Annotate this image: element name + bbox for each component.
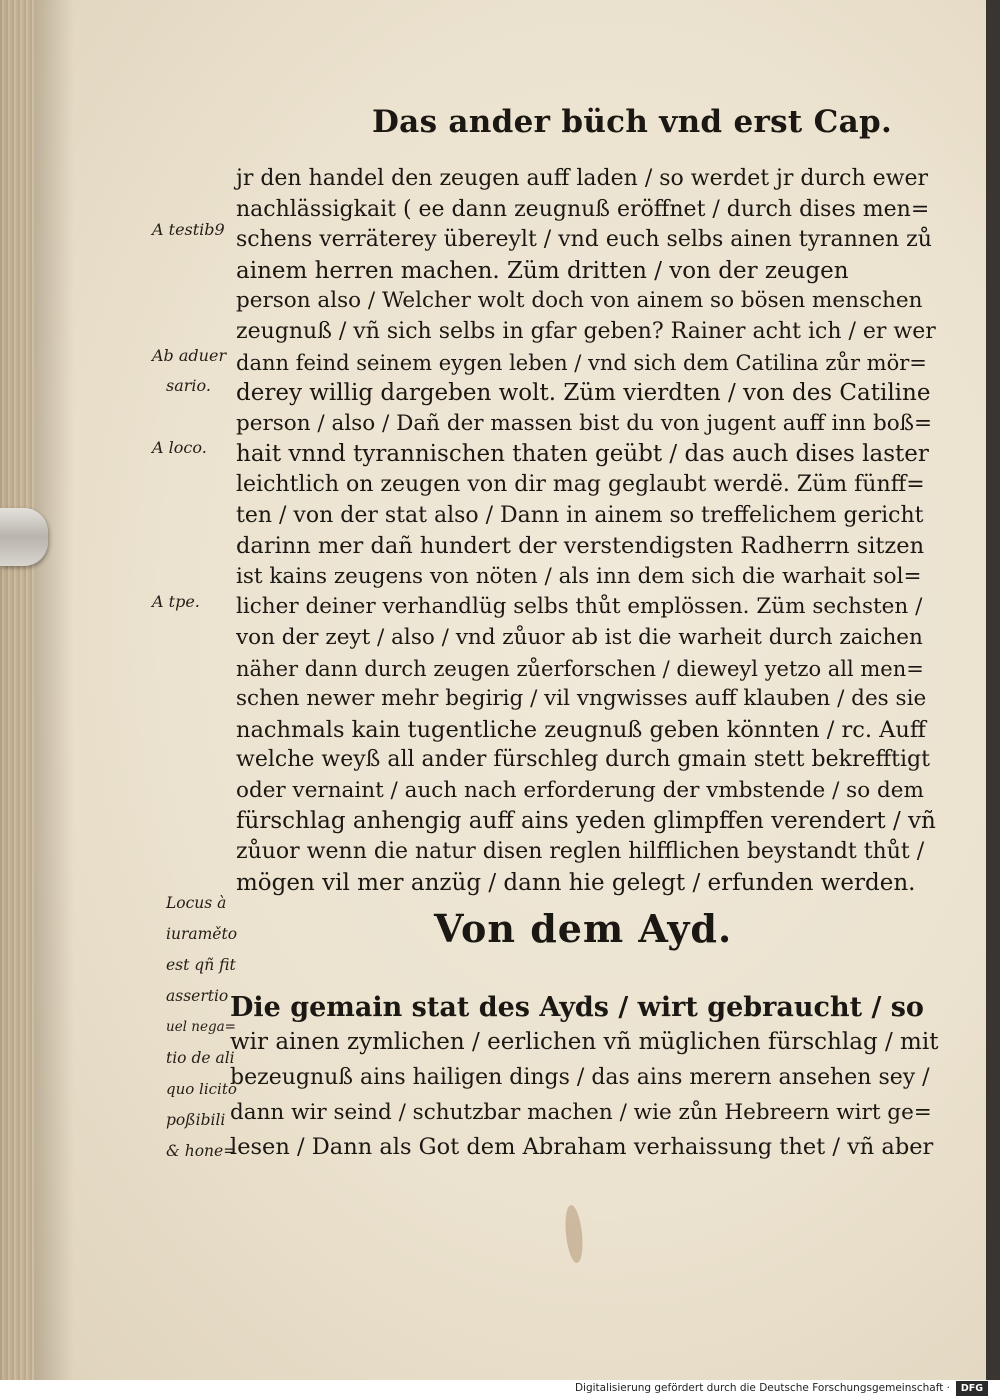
text-line: dann wir seind / schutzbar machen / wie zůn Hebreern wirt ge=	[230, 1100, 932, 1125]
margin-gloss	[166, 888, 236, 1167]
gloss-line: & hone=	[166, 1142, 237, 1160]
text-line: jr den handel den zeugen auff laden / so werdet jr durch ewer	[236, 166, 929, 191]
text-line: person also / Welcher wolt doch von ainem so bösen menschen	[236, 288, 923, 314]
section-text	[230, 990, 940, 1165]
margin-note-tempore: A tpe.	[152, 592, 200, 611]
margin-note-adversario: Ab aduer	[152, 346, 227, 365]
gloss-line: tio de ali	[166, 1049, 235, 1067]
section-heading: Von dem Ayd.	[434, 906, 733, 951]
text-line: hait vnnd tyrannischen thaten geübt / das auch dises laster	[236, 441, 929, 468]
text-line: wir ainen zymlichen / eerlichen vñ müglichen fürschlag / mit	[230, 1029, 939, 1055]
gloss-line: iuraměto	[166, 925, 238, 943]
text-line: oder vernaint / auch nach erforderung der vmbstende / so dem	[236, 777, 924, 803]
body-text	[236, 164, 936, 898]
margin-note-loco: A loco.	[152, 438, 207, 457]
right-scan-edge	[986, 0, 1000, 1380]
text-line: bezeugnuß ains hailigen dings / das ains merern ansehen sey /	[230, 1065, 930, 1090]
gloss-line: poßibili	[166, 1111, 226, 1129]
gloss-line: est qñ fit	[166, 956, 236, 974]
text-line: mögen vil mer anzüg / dann hie gelegt / erfunden werden.	[236, 869, 916, 896]
text-line: nachmals kain tugentliche zeugnuß geben könnten / rc. Auff	[236, 716, 926, 743]
margin-note-testibus: A testib9	[152, 220, 225, 239]
text-line: näher dann durch zeugen zůerforschen / dieweyl yetzo all men=	[236, 656, 924, 681]
text-line: ainem herren machen. Züm dritten / von der zeugen	[236, 257, 849, 284]
text-line: von der zeyt / also / vnd zůuor ab ist die warheit durch zaichen	[236, 624, 923, 650]
gloss-line: Locus à	[166, 894, 227, 912]
gloss-line: assertio	[166, 987, 229, 1005]
page-clip	[0, 508, 48, 566]
text-line: fürschlag anhengig auff ains yeden glimpffen verendert / vñ	[236, 808, 936, 835]
running-head: Das ander büch vnd erst Cap.	[372, 104, 893, 140]
gloss-line: quo licito	[166, 1080, 237, 1098]
text-line: person / also / Dañ der massen bist du von jugent auff inn boß=	[236, 410, 933, 436]
text-line: zeugnuß / vñ sich selbs in gfar geben? Rainer acht ich / er wer	[236, 318, 936, 344]
text-line: lesen / Dann als Got dem Abraham verhaissung thet / vñ aber	[230, 1134, 934, 1160]
page-edge-stack	[0, 0, 34, 1380]
text-line: ist kains zeugens von nöten / als inn dem sich die warhait sol=	[236, 563, 922, 589]
text-line: welche weyß all ander fürschleg durch gmain stett bekrefftigt	[236, 747, 930, 773]
text-line: zůuor wenn die natur disen reglen hilfflichen beystandt thůt /	[236, 839, 925, 865]
dfg-logo: DFG	[956, 1381, 988, 1396]
text-line: ten / von der stat also / Dann in ainem so treffelichem gericht	[236, 502, 924, 528]
footer-credit: Digitalisierung gefördert durch die Deutsche Forschungsgemeinschaft ·	[574, 1382, 950, 1394]
margin-note-adversario-cont: sario.	[166, 376, 211, 395]
text-line: derey willig dargeben wolt. Züm vierdten / von des Catiline	[236, 380, 931, 407]
text-line: leichtlich on zeugen von dir mag geglaubt werdë. Züm fünff=	[236, 471, 925, 497]
text-line: schen newer mehr begirig / vil vngwisses auff klauben / des sie	[236, 686, 927, 712]
text-line: Die gemain stat des Ayds / wirt gebraucht / so	[230, 992, 924, 1023]
text-line: licher deiner verhandlüg selbs thůt emplössen. Züm sechsten /	[236, 594, 923, 620]
gloss-line: uel nega=	[166, 1019, 236, 1035]
text-line: schens verräterey übereylt / vnd euch selbs ainen tyrannen zů	[236, 227, 932, 253]
text-line: dann feind seinem eygen leben / vnd sich dem Catilina zůr mör=	[236, 350, 927, 375]
text-line: nachlässigkait ( ee dann zeugnuß eröffnet / durch dises men=	[236, 196, 930, 222]
text-line: darinn mer dañ hundert der verstendigsten Radherrn sitzen	[236, 533, 925, 560]
gutter-shadow	[34, 0, 74, 1380]
